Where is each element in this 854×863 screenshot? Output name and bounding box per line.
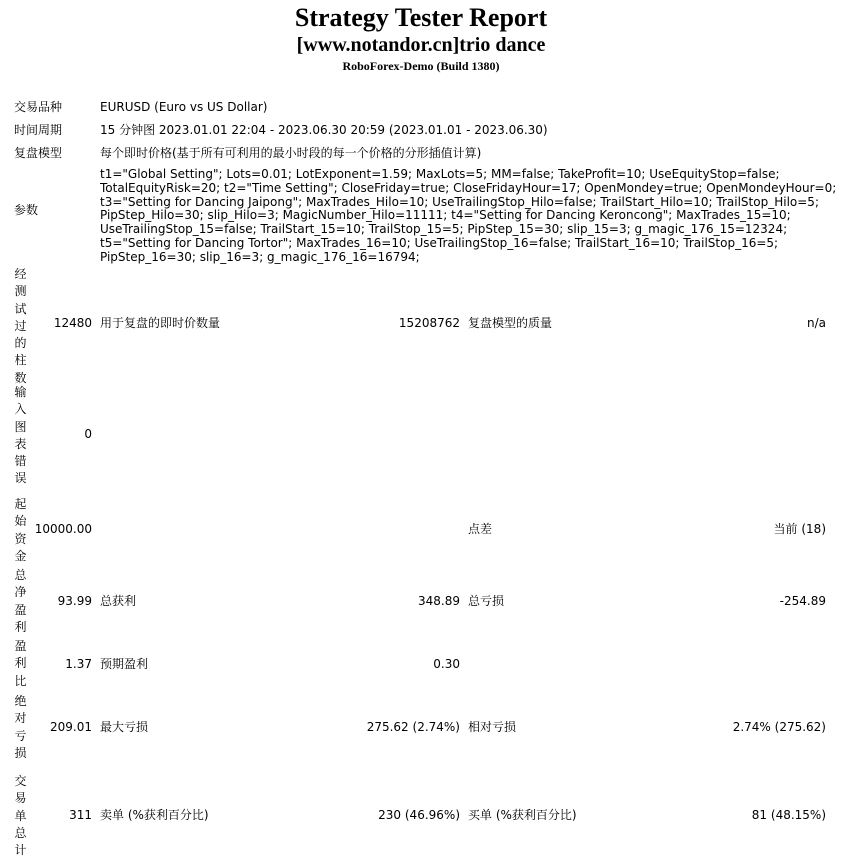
ticks-modelled-value: 15208762 [398,316,460,330]
gross-loss-label: 总亏损 [468,594,505,608]
expected-payoff-value: 0.30 [433,657,460,671]
short-positions-value: 230 (46.96%) [378,808,460,822]
period-label: 时间周期 [14,123,63,137]
total-trades-value: 311 [69,808,92,822]
parameters-label: 参数 [14,203,39,217]
mismatched-errors-label: 输入图表错误 [14,385,27,486]
mismatched-errors-value: 0 [84,427,92,441]
expected-payoff-label: 预期盈利 [100,657,149,671]
maximal-drawdown-label: 最大亏损 [100,720,149,734]
short-positions-label: 卖单 (%获利百分比) [100,808,209,822]
relative-drawdown-value: 2.74% (275.62) [732,720,826,734]
model-label: 复盘模型 [14,146,63,160]
maximal-drawdown-value: 275.62 (2.74%) [366,720,460,734]
server-build: RoboForex-Demo (Build 1380) [342,59,500,73]
gross-profit-label: 总获利 [100,594,137,608]
long-positions-value: 81 (48.15%) [751,808,826,822]
model-value: 每个即时价格(基于所有可利用的最小时段的每一个价格的分形插值计算) [100,146,482,160]
symbol-value: EURUSD (Euro vs US Dollar) [100,100,268,114]
symbol-label: 交易品种 [14,100,63,114]
bars-tested-value: 12480 [53,316,92,330]
gross-loss-value: -254.89 [779,594,826,608]
gross-profit-value: 348.89 [418,594,460,608]
ticks-modelled-label: 用于复盘的即时价数量 [100,316,221,330]
long-positions-label: 买单 (%获利百分比) [468,808,577,822]
relative-drawdown-label: 相对亏损 [468,720,517,734]
profit-factor-value: 1.37 [65,657,92,671]
profit-factor-label: 盈利比 [14,639,27,688]
expert-name: [www.notandor.cn]trio dance [296,34,546,56]
report-title: Strategy Tester Report [294,3,548,32]
absolute-drawdown-value: 209.01 [50,720,92,734]
spread-label: 点差 [468,522,493,536]
spread-value: 当前 (18) [773,522,826,536]
parameters-value: t1="Global Setting"; Lots=0.01; LotExponent=1.59; MaxLots=5; MM=false; TakeProfit=10; UseEquityStop=false; TotalEquityRisk=20; t2="Time Setting"; CloseFriday=true; CloseFridayHour=17; OpenMondey=true; OpenMondeyHour=0; t3="Setting for Dancing Jaipong"; MaxTrades_Hilo=10; UseTrailingStop_Hilo=false; TrailStart_Hilo=10; TrailStop_Hilo=5; PipStep_Hilo=30; slip_Hilo=3; MagicNumber_Hilo=11111; t4="Setting for Dancing Keroncong"; MaxTrades_15=10; UseTrailingStop_15=false; TrailStart_15=10; TrailStop_15=5; PipStep_15=30; slip_15=3; g_magic_176_15=12324; t5="Setting for Dancing Tortor"; MaxTrades_16=10; UseTrailingStop_16=false; TrailStart_16=10; TrailStop_16=5; PipStep_16=30; slip_16=3; g_magic_176_16=16794; [100,167,837,264]
net-profit-value: 93.99 [57,594,92,608]
modelling-quality-label: 复盘模型的质量 [468,316,553,330]
modelling-quality-value: n/a [806,316,826,330]
total-trades-label: 交易单总计 [14,774,27,858]
initial-deposit-value: 10000.00 [34,522,92,536]
period-value: 15 分钟图 2023.01.01 22:04 - 2023.06.30 20:59 (2023.01.01 - 2023.06.30) [100,123,548,137]
initial-deposit-label: 起始资金 [14,497,27,563]
bars-tested-label: 经测试过的柱数 [14,267,27,385]
absolute-drawdown-label: 绝对亏损 [14,694,27,760]
net-profit-label: 总净盈利 [14,568,27,634]
